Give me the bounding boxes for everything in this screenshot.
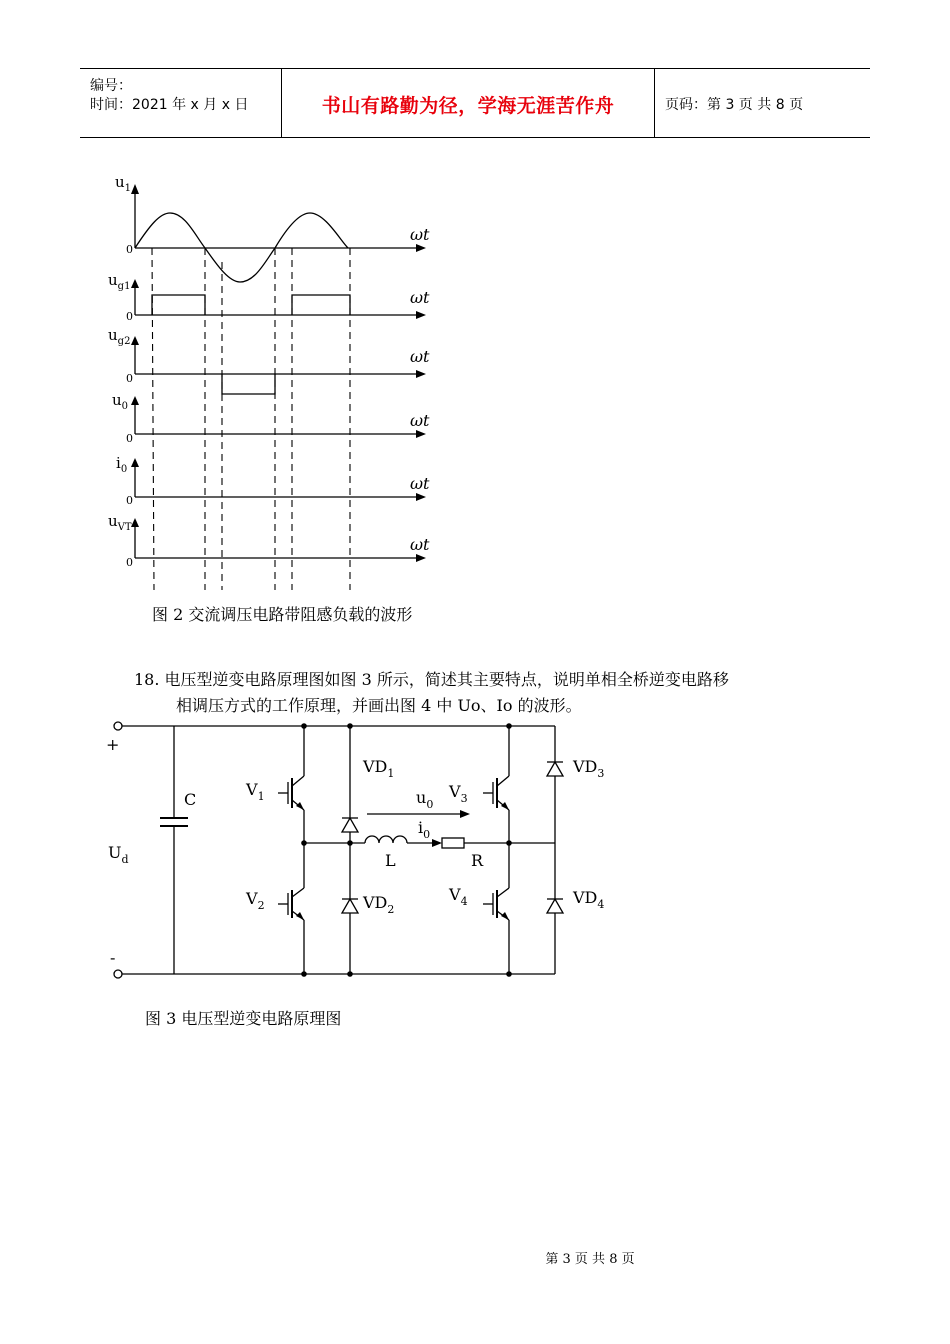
axis-arrows xyxy=(131,184,426,562)
ug2-pulse xyxy=(222,374,275,394)
diode-vd2 xyxy=(342,899,358,913)
axis-label-wt: ωt xyxy=(410,225,430,244)
switch-label-v2: $V_2$ xyxy=(246,889,265,912)
zero-label: 0 xyxy=(126,494,133,507)
header-center-cell xyxy=(282,69,655,137)
signal-label-u1: $u_1$ xyxy=(115,173,132,194)
output-current-label: $i_0$ xyxy=(418,818,431,841)
zero-label: 0 xyxy=(126,556,133,569)
header-left-cell xyxy=(80,69,282,137)
header-right-cell xyxy=(655,69,870,137)
switch-label-v1: $V_1$ xyxy=(246,780,265,803)
signal-label-u0: $u_0$ xyxy=(112,391,129,412)
page-footer: 第 3 页 共 8 页 xyxy=(545,1252,635,1267)
signal-label-uvt: $u_{VT}$ xyxy=(108,512,132,533)
resistor-r xyxy=(442,838,464,848)
diode-label-vd4: $VD_4$ xyxy=(573,888,605,911)
zero-label: 0 xyxy=(126,243,133,256)
signal-label-ug1: $u_{g1}$ xyxy=(108,271,131,292)
zero-label: 0 xyxy=(126,372,133,385)
positive-terminal xyxy=(114,722,122,730)
capacitor-label: C xyxy=(184,790,197,809)
header-table xyxy=(80,68,870,138)
axis-label-wt: ωt xyxy=(410,474,430,493)
io-arrow xyxy=(432,839,442,847)
diode-vd1 xyxy=(342,818,358,832)
number-label: 编号： xyxy=(90,78,132,94)
inductor-label: L xyxy=(385,851,396,870)
axis-label-wt: ωt xyxy=(410,288,430,307)
uo-arrow xyxy=(460,810,470,818)
motto: 书山有路勤为径，学海无涯苦作舟 xyxy=(321,95,615,117)
signal-label-ug2: $u_{g2}$ xyxy=(108,326,131,347)
negative-terminal xyxy=(114,970,122,978)
zero-label: 0 xyxy=(126,310,133,323)
question-18-line1: 18. 电压型逆变电路原理图如图 3 所示，简述其主要特点，说明单相全桥逆变电路移 xyxy=(134,670,729,689)
figure2-caption: 图 2 交流调压电路带阻感负载的波形 xyxy=(152,605,413,624)
signal-label-i0: $i_0$ xyxy=(116,454,128,475)
diode-vd3 xyxy=(547,762,563,776)
axis-label-wt: ωt xyxy=(410,411,430,430)
figure3-caption: 图 3 电压型逆变电路原理图 xyxy=(145,1009,342,1028)
ug1-pulses xyxy=(152,295,205,315)
diode-vd4 xyxy=(547,899,563,913)
source-label: $U_d$ xyxy=(108,843,129,866)
page-info: 页码：第 3 页 共 8 页 xyxy=(665,97,804,113)
figure2-waveforms xyxy=(100,170,440,595)
output-voltage-label: $u_0$ xyxy=(416,788,434,811)
axis-label-wt: ωt xyxy=(410,347,430,366)
diode-label-vd3: $VD_3$ xyxy=(573,757,605,780)
switch-label-v4: $V_4$ xyxy=(449,885,468,908)
figure3-circuit xyxy=(100,715,620,990)
minus-sign: - xyxy=(110,948,116,967)
axis-label-wt: ωt xyxy=(410,535,430,554)
diode-label-vd1: $VD_1$ xyxy=(363,757,395,780)
inductor-l xyxy=(365,836,407,843)
resistor-label: R xyxy=(471,851,484,870)
dashed-guides xyxy=(152,248,350,590)
plus-sign: + xyxy=(106,735,120,754)
zero-label: 0 xyxy=(126,432,133,445)
diode-label-vd2: $VD_2$ xyxy=(363,893,395,916)
switch-label-v3: $V_3$ xyxy=(449,782,468,805)
question-18-line2: 相调压方式的工作原理，并画出图 4 中 Uo、Io 的波形。 xyxy=(176,696,582,715)
time-line: 时间：2021 年 x 月 x 日 xyxy=(90,97,249,113)
